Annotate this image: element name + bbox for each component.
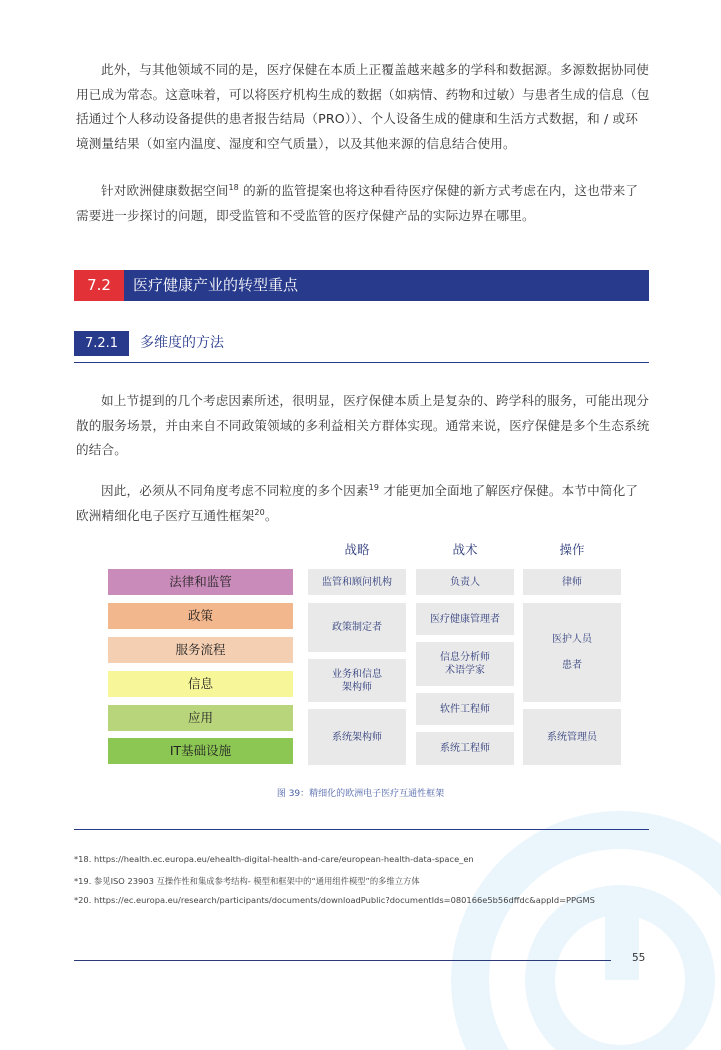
figure-caption: 图 39：精细化的欧洲电子医疗互通性框架 (276, 789, 445, 799)
footnote-divider (74, 829, 649, 830)
cell-tactical-health-manager: 医疗健康管理者 (416, 603, 514, 635)
cell-operational-care-staff: 医护人员 患者 (523, 603, 621, 702)
paragraph-3: 如上节提到的几个考虑因素所述，很明显，医疗保健本质上是复杂的、跨学科的服务，可能出现分散的服务场景，并由来自不同政策领域的多利益相关方群体实现。通常来说，医疗保健是多个生态系统的结合。 (76, 393, 650, 457)
page-number: 55 (632, 952, 646, 964)
column-header-tactical: 战术 (452, 542, 478, 557)
layer-information: 信息 (108, 671, 293, 697)
layer-it-infrastructure: IT基础设施 (108, 738, 293, 764)
footnote-18: *18. https://health.ec.europa.eu/ehealth-digital-health-and-care/european-health-data-space_en (74, 854, 474, 864)
cell-operational-lawyer: 律师 (523, 569, 621, 595)
paragraph-1: 此外，与其他领域不同的是，医疗保健在本质上正覆盖越来越多的学科和数据源。多源数据协同使用已成为常态。这意味着，可以将医疗机构生成的数据（如病情、药物和过敏）与患者生成的信息（包括通过个人移动设备提供的患者报告结局（PRO））、个人设备生成的健康和生活方式数据，和 / 或环境测量结果（如室内温度、湿度和空气质量），以及其他来源的信息结合使用。 (76, 62, 650, 151)
paragraph-2: 针对欧洲健康数据空间$^{18}$ 的新的监管提案也将这种看待医疗保健的新方式考虑在内，这也带来了需要进一步探讨的问题，即受监管和不受监管的医疗保健产品的实际边界在哪里。 (76, 183, 639, 223)
column-header-strategic: 战略 (344, 542, 370, 557)
cell-tactical-manager: 负责人 (416, 569, 514, 595)
layer-legal: 法律和监管 (108, 569, 293, 595)
layer-service-process: 服务流程 (108, 637, 293, 663)
cell-tactical-analyst: 信息分析师 术语学家 (416, 642, 514, 686)
cell-strategic-architects: 业务和信息 架构师 (308, 659, 406, 702)
subsection-divider (74, 362, 649, 363)
footnote-20: *20. https://ec.europa.eu/research/participants/documents/downloadPublic?documentIds=080166e5b56dffdc&appId=PPGMS (74, 895, 595, 905)
column-header-operational: 操作 (559, 542, 585, 557)
section-title: 医疗健康产业的转型重点 (133, 276, 299, 294)
layer-application: 应用 (108, 705, 293, 731)
section-number: 7.2 (74, 270, 124, 301)
subsection-number: 7.2.1 (74, 331, 129, 356)
paragraph-4: 因此，必须从不同角度考虑不同粒度的多个因素$^{19}$ 才能更加全面地了解医疗保健。本节中简化了欧洲精细化电子医疗互通性框架$^{20}$。 (76, 483, 639, 523)
section-header (74, 270, 649, 301)
cell-operational-sysadmin: 系统管理员 (523, 709, 621, 765)
cell-strategic-system-architect: 系统架构师 (308, 709, 406, 765)
cell-tactical-software-engineer: 软件工程师 (416, 693, 514, 725)
footer-divider (74, 960, 611, 961)
footnote-19: *19. 参见ISO 23903 互操作性和集成参考结构- 模型和框架中的“通用组件模型”的多维立方体 (74, 876, 420, 886)
cell-tactical-system-engineer: 系统工程师 (416, 732, 514, 765)
cell-strategic-policy-makers: 政策制定者 (308, 603, 406, 652)
layer-policy: 政策 (108, 603, 293, 629)
cell-strategic-regulators: 监管和顾问机构 (308, 569, 406, 595)
subsection-title: 多维度的方法 (140, 335, 224, 351)
